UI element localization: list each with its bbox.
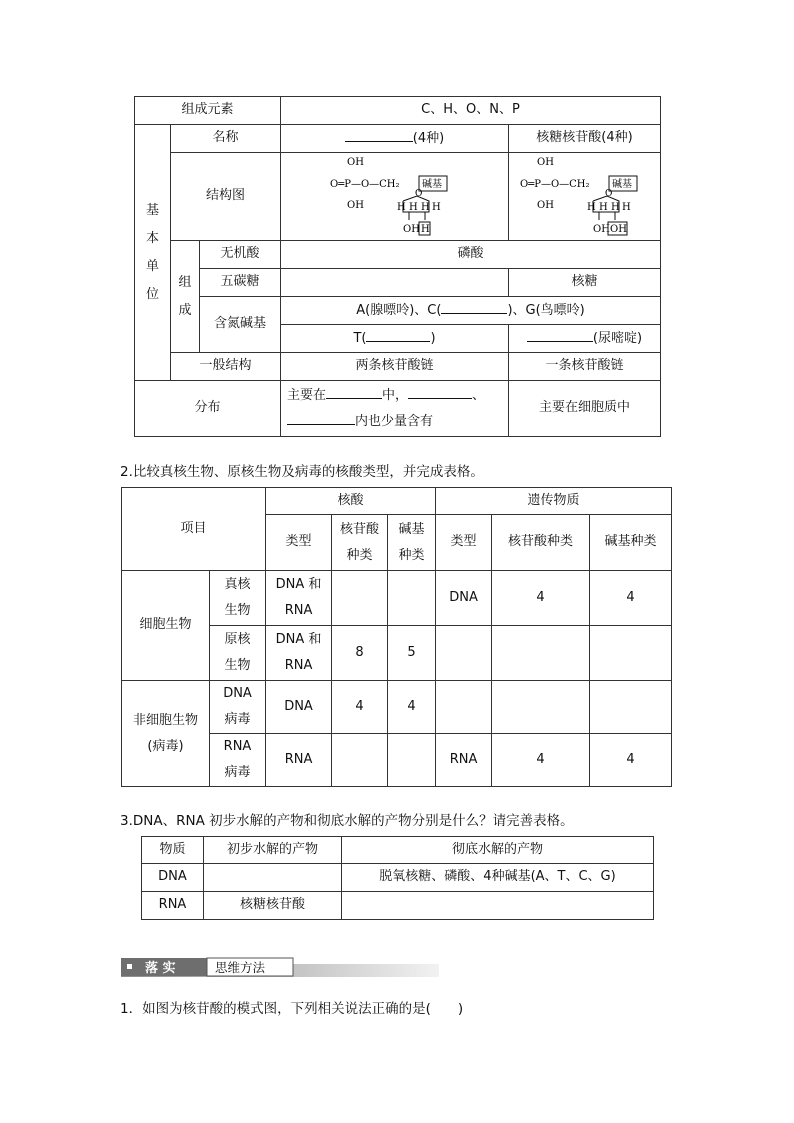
dna-structure-value: 两条核苷酸链 (281, 353, 509, 381)
question-1-text: 1．如图为核苷酸的模式图，下列相关说法正确的是( ) (120, 1001, 464, 1017)
svg-text:OH: OH (402, 223, 420, 235)
dna-name-cell: (4种) (281, 125, 509, 153)
gm-nucleotide-kinds-header: 核苷酸种类 (492, 515, 590, 571)
svg-text:碱基: 碱基 (421, 178, 442, 190)
inorganic-acid-value: 磷酸 (281, 241, 661, 269)
rna-virus-label: RNA 病毒 (210, 734, 266, 787)
svg-text:O: O (604, 188, 612, 199)
answer-blank[interactable] (287, 412, 355, 425)
svg-text:O═P—O—CH₂: O═P—O—CH₂ (329, 178, 400, 190)
hydrolysis-table (141, 836, 654, 920)
dnav-gm-nuc-blank[interactable] (492, 681, 590, 734)
base-kinds-header: 碱基 种类 (388, 515, 436, 571)
section-banner (121, 957, 439, 977)
svg-text:O: O (414, 188, 422, 199)
rna-label: RNA (142, 892, 204, 920)
item-header: 项目 (122, 488, 266, 571)
euk-gm-type: DNA (436, 571, 492, 626)
rna-complete-blank[interactable] (342, 892, 654, 920)
dna-pentose-blank-cell[interactable] (281, 269, 509, 297)
cellular-label: 细胞生物 (122, 571, 210, 681)
basic-unit-label: 基本单位 (135, 125, 171, 381)
pro-base: 5 (388, 626, 436, 681)
dnav-base: 4 (388, 681, 436, 734)
answer-blank[interactable] (345, 129, 413, 142)
dnav-nuc: 4 (332, 681, 388, 734)
gm-type-header: 类型 (436, 515, 492, 571)
distribution-label: 分布 (135, 381, 281, 437)
svg-text:H: H (408, 201, 418, 213)
nucleic-acid-header: 核酸 (266, 488, 436, 515)
composition-label: 组成 (171, 241, 200, 353)
rna-initial: 核糖核苷酸 (204, 892, 342, 920)
dna-initial-blank[interactable] (204, 864, 342, 892)
dnav-type: DNA (266, 681, 332, 734)
rnav-gm-nuc: 4 (492, 734, 590, 787)
pro-gm-type-blank[interactable] (436, 626, 492, 681)
genetic-material-header: 遗传物质 (436, 488, 672, 515)
dna-structure-diagram (281, 153, 509, 241)
answer-blank[interactable] (408, 386, 472, 399)
answer-blank[interactable] (441, 301, 507, 314)
dnav-gm-base-blank[interactable] (590, 681, 672, 734)
inorganic-acid-label: 无机酸 (200, 241, 281, 269)
complete-header: 彻底水解的产物 (342, 837, 654, 864)
svg-text:H: H (586, 201, 596, 213)
euk-gm-base: 4 (590, 571, 672, 626)
svg-text:O═P—O—CH₂: O═P—O—CH₂ (519, 178, 590, 190)
type-header: 类型 (266, 515, 332, 571)
gm-base-kinds-header: 碱基种类 (590, 515, 672, 571)
svg-text:碱基: 碱基 (611, 178, 632, 190)
euk-nuc-blank[interactable] (332, 571, 388, 626)
answer-blank[interactable] (366, 329, 430, 342)
euk-base-blank[interactable] (388, 571, 436, 626)
noncellular-label: 非细胞生物 (病毒) (122, 681, 210, 787)
structure-label: 结构图 (171, 153, 281, 241)
svg-text:H: H (420, 201, 430, 213)
pentose-label: 五碳糖 (200, 269, 281, 297)
svg-text:H: H (621, 201, 631, 213)
prokaryote-label: 原核 生物 (210, 626, 266, 681)
nucleic-acid-comparison-table (134, 96, 661, 437)
dna-virus-label: DNA 病毒 (210, 681, 266, 734)
rna-structure-diagram (509, 153, 661, 241)
svg-text:OH: OH (536, 156, 554, 168)
substance-header: 物质 (142, 837, 204, 864)
row-elements-value: C、H、O、N、P (281, 97, 661, 125)
svg-text:OH: OH (609, 223, 627, 235)
rna-pentose-cell: 核糖 (509, 269, 661, 297)
svg-text:H: H (420, 223, 430, 235)
pro-gm-base-blank[interactable] (590, 626, 672, 681)
question-3-title: 3.DNA、RNA 初步水解的产物和彻底水解的产物分别是什么？请完善表格。 (120, 813, 574, 829)
svg-text:落 实: 落 实 (145, 961, 176, 976)
pro-gm-nuc-blank[interactable] (492, 626, 590, 681)
initial-header: 初步水解的产物 (204, 837, 342, 864)
dnav-gm-type-blank[interactable] (436, 681, 492, 734)
pro-type: DNA 和 RNA (266, 626, 332, 681)
answer-blank[interactable] (326, 386, 382, 399)
nucleotide-kinds-header: 核苷酸 种类 (332, 515, 388, 571)
row-elements-label: 组成元素 (135, 97, 281, 125)
answer-blank[interactable] (527, 329, 593, 342)
rna-bases-cell: (尿嘧啶) (509, 325, 661, 353)
general-structure-label: 一般结构 (171, 353, 281, 381)
svg-text:OH: OH (346, 199, 364, 211)
rnav-gm-base: 4 (590, 734, 672, 787)
rnav-base-blank[interactable] (388, 734, 436, 787)
eukaryote-label: 真核 生物 (210, 571, 266, 626)
dna-complete: 脱氧核糖、磷酸、4种碱基(A、T、C、G) (342, 864, 654, 892)
dna-bases-cell: T( ) (281, 325, 509, 353)
rnav-gm-type: RNA (436, 734, 492, 787)
svg-text:H: H (431, 201, 441, 213)
rna-distribution-cell: 主要在细胞质中 (509, 381, 661, 437)
organism-nucleic-acid-table (121, 487, 672, 787)
rna-name-cell: 核糖核苷酸(4种) (509, 125, 661, 153)
euk-type: DNA 和 RNA (266, 571, 332, 626)
svg-text:H: H (598, 201, 608, 213)
question-2-title: 2.比较真核生物、原核生物及病毒的核酸类型，并完成表格。 (120, 464, 484, 480)
common-bases-cell: A(腺嘌呤)、C( )、G(鸟嘌呤) (281, 297, 661, 325)
bases-label: 含氮碱基 (200, 297, 281, 353)
rnav-nuc-blank[interactable] (332, 734, 388, 787)
svg-text:思维方法: 思维方法 (215, 960, 266, 975)
rnav-type: RNA (266, 734, 332, 787)
svg-text:H: H (610, 201, 620, 213)
dna-label: DNA (142, 864, 204, 892)
dna-distribution-cell: 主要在 中， 、 内也少量含有 (281, 381, 509, 437)
svg-text:OH: OH (536, 199, 554, 211)
pro-nuc: 8 (332, 626, 388, 681)
euk-gm-nuc: 4 (492, 571, 590, 626)
name-label: 名称 (171, 125, 281, 153)
svg-text:H: H (396, 201, 406, 213)
svg-text:OH: OH (346, 156, 364, 168)
rna-structure-value: 一条核苷酸链 (509, 353, 661, 381)
svg-text:OH: OH (592, 223, 610, 235)
